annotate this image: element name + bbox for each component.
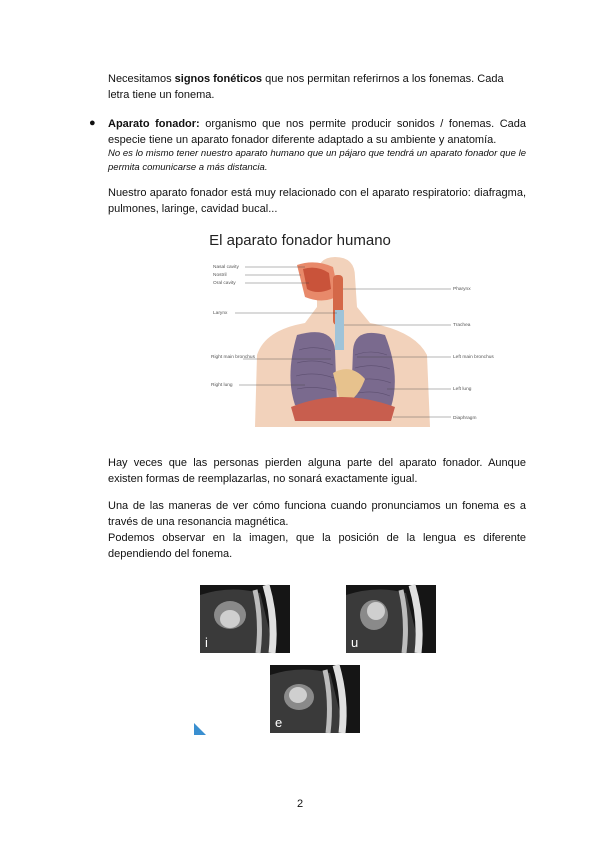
mri-label-u: u bbox=[351, 635, 359, 650]
label-right-main-bronchus: Right main bronchus bbox=[211, 355, 255, 360]
label-larynx: Larynx bbox=[213, 311, 228, 316]
missing-parts-paragraph: Hay veces que las personas pierden alguna parte del aparato fonador. Aunque existen formas de reemplazarlas, no sonará exactamente igual. bbox=[108, 457, 526, 485]
label-diaphragm: Diaphragm bbox=[453, 416, 477, 421]
label-left-lung: Left lung bbox=[453, 387, 472, 392]
mri-paragraph: Una de las maneras de ver cómo funciona cuando pronunciamos un fonema es a través de una resonancia magnética. bbox=[108, 500, 526, 528]
corner-marker-icon bbox=[194, 723, 206, 735]
label-pharynx: Pharynx bbox=[453, 287, 471, 292]
mri-image-e bbox=[270, 665, 360, 733]
label-right-lung: Right lung bbox=[211, 383, 233, 388]
page-number: 2 bbox=[296, 798, 304, 810]
phonetic-signs-term: signos fonéticos bbox=[174, 73, 263, 85]
mri-label-e: e bbox=[275, 715, 283, 730]
aparato-fonador-term: Aparato fonador: bbox=[108, 118, 200, 130]
intro-paragraph: Necesitamos signos fonéticos que nos permitan referirnos a los fonemas. Cada letra tiene un fonema. bbox=[108, 73, 504, 101]
respiratory-paragraph: Nuestro aparato fonador está muy relacionado con el aparato respiratorio: diafragma, pulmones, laringe, cavidad bucal... bbox=[108, 187, 526, 215]
label-nasal-cavity: Nasal cavity bbox=[213, 265, 239, 270]
mri-image-u bbox=[346, 585, 436, 653]
tongue-paragraph: Podemos observar en la imagen, que la posición de la lengua es diferente dependiendo del fonema. bbox=[108, 532, 526, 560]
bullet-italic-note: No es lo mismo tener nuestro aparato humano que un pájaro que tendrá un aparato fonador que le permita comunicarse a más distancia. bbox=[108, 148, 526, 173]
anatomy-figure bbox=[205, 255, 494, 427]
anatomy-illustration bbox=[205, 255, 494, 427]
mri-label-i: i bbox=[205, 635, 208, 650]
label-oral-cavity: Oral cavity bbox=[213, 281, 236, 286]
bullet-marker: ● bbox=[89, 117, 96, 129]
label-nostril: Nostril bbox=[213, 273, 227, 278]
label-left-main-bronchus: Left main bronchus bbox=[453, 355, 494, 360]
bullet-paragraph: Aparato fonador: organismo que nos permite producir sonidos / fonemas. Cada especie tiene un aparato fonador diferente adaptado a su ambiente y anatomía. bbox=[108, 118, 526, 146]
mri-image-i bbox=[200, 585, 290, 653]
figure-title: El aparato fonador humano bbox=[209, 232, 391, 249]
label-trachea: Trachea bbox=[453, 323, 471, 328]
